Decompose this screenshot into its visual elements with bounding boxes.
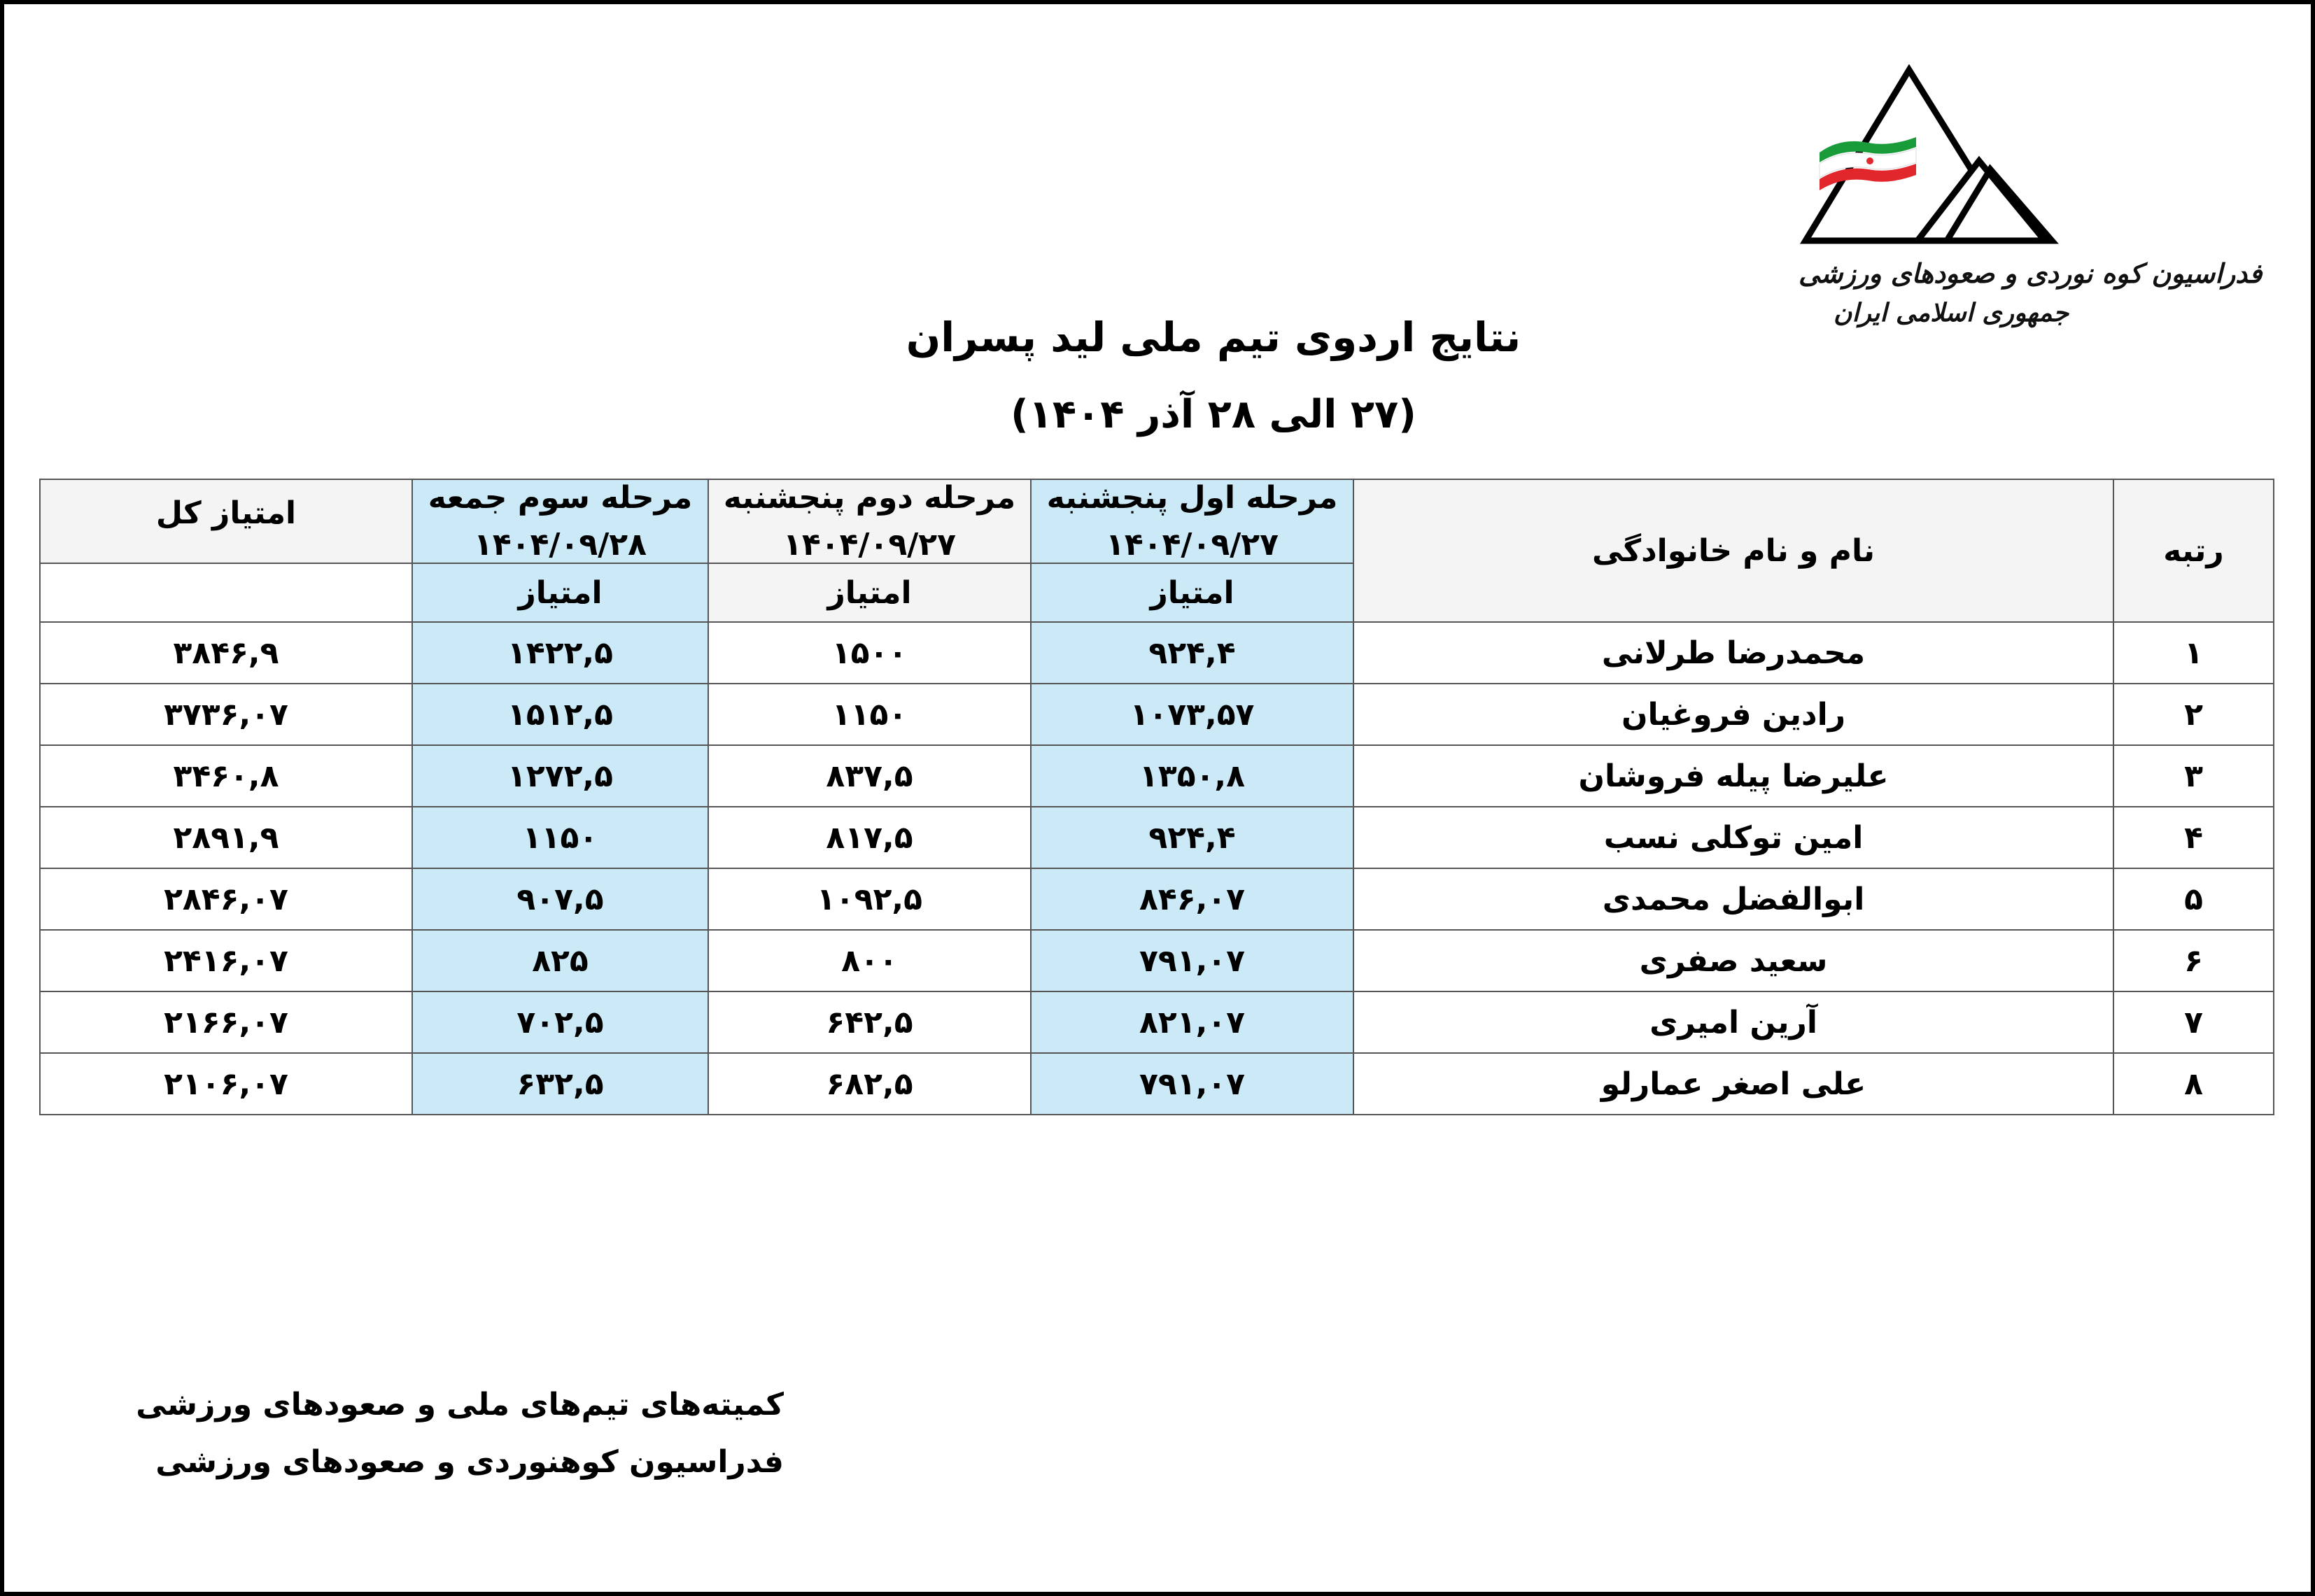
name-cell: رادین فروغیان [1353,684,2113,745]
mountain-flag-logo-icon [1792,64,2071,260]
header-stage3-label: مرحله سوم جمعه [428,480,693,516]
stage1-score-cell: ۹۲۴,۴ [1031,622,1353,684]
header-name: نام و نام خانوادگی [1353,479,2113,622]
table-row [40,1053,2274,1115]
stage2-score-cell: ۶۸۲,۵ [708,1053,1031,1115]
total-score-cell: ۲۴۱۶,۰۷ [40,930,412,991]
stage1-score-cell: ۷۹۱,۰۷ [1031,1053,1353,1115]
results-table [39,479,2274,1115]
footer-committee: کمیته‌های تیم‌های ملی و صعودهای ورزشی [136,1387,784,1422]
header-stage2-score: امتیاز [708,563,1031,622]
header-stage3-date: ۱۴۰۴/۰۹/۲۸ [474,527,647,563]
stage3-score-cell: ۱۴۲۲,۵ [412,622,708,684]
total-score-cell: ۳۸۴۶,۹ [40,622,412,684]
rank-cell: ۷ [2113,991,2274,1053]
total-score-cell: ۲۸۴۶,۰۷ [40,868,412,930]
stage2-score-cell: ۱۵۰۰ [708,622,1031,684]
page-title: نتایج اردوی تیم ملی لید پسران [906,313,1521,361]
total-score-cell: ۲۱۶۶,۰۷ [40,991,412,1053]
header-stage2 [708,479,1031,563]
logo-federation-name: فدراسیون کوه نوردی و صعودهای ورزشی [1799,257,2263,289]
stage2-score-cell: ۱۱۵۰ [708,684,1031,745]
header-stage1 [1031,479,1353,563]
table-row [40,622,2274,684]
header-stage1-label: مرحله اول پنجشنبه [1046,480,1338,516]
header-stage3 [412,479,708,563]
name-cell: آرین امیری [1353,991,2113,1053]
rank-cell: ۴ [2113,807,2274,868]
total-score-cell: ۳۴۶۰,۸ [40,745,412,807]
stage3-score-cell: ۹۰۷,۵ [412,868,708,930]
stage3-score-cell: ۷۰۲,۵ [412,991,708,1053]
table-row [40,930,2274,991]
stage2-score-cell: ۸۱۷,۵ [708,807,1031,868]
stage3-score-cell: ۸۲۵ [412,930,708,991]
header-total-blank [40,563,412,622]
rank-cell: ۸ [2113,1053,2274,1115]
logo-country-name: جمهوری اسلامی ایران [1834,298,2069,327]
rank-cell: ۵ [2113,868,2274,930]
federation-logo [1792,64,2263,344]
name-cell: سعید صفری [1353,930,2113,991]
name-cell: علی اصغر عمارلو [1353,1053,2113,1115]
stage2-score-cell: ۸۰۰ [708,930,1031,991]
header-stage1-score: امتیاز [1031,563,1353,622]
stage2-score-cell: ۸۳۷,۵ [708,745,1031,807]
footer-federation: فدراسیون کوهنوردی و صعودهای ورزشی [155,1444,784,1480]
name-cell: محمدرضا طرلانی [1353,622,2113,684]
header-stage1-date: ۱۴۰۴/۰۹/۲۷ [1106,527,1279,563]
stage3-score-cell: ۱۲۷۲,۵ [412,745,708,807]
page-subtitle: (۲۷ الی ۲۸ آذر ۱۴۰۴) [1011,392,1416,437]
header-total: امتیاز کل [40,479,412,563]
rank-cell: ۶ [2113,930,2274,991]
name-cell: علیرضا پیله فروشان [1353,745,2113,807]
rank-cell: ۲ [2113,684,2274,745]
name-cell: ابوالفضل محمدی [1353,868,2113,930]
stage1-score-cell: ۱۳۵۰,۸ [1031,745,1353,807]
table-row [40,991,2274,1053]
table-row [40,684,2274,745]
stage1-score-cell: ۸۴۶,۰۷ [1031,868,1353,930]
stage3-score-cell: ۱۵۱۲,۵ [412,684,708,745]
stage1-score-cell: ۹۲۴,۴ [1031,807,1353,868]
header-stage3-score: امتیاز [412,563,708,622]
rank-cell: ۳ [2113,745,2274,807]
stage2-score-cell: ۶۴۲,۵ [708,991,1031,1053]
rank-cell: ۱ [2113,622,2274,684]
table-row [40,868,2274,930]
total-score-cell: ۳۷۳۶,۰۷ [40,684,412,745]
stage3-score-cell: ۶۳۲,۵ [412,1053,708,1115]
table-row [40,807,2274,868]
header-stage2-label: مرحله دوم پنجشنبه [723,480,1016,516]
stage1-score-cell: ۷۹۱,۰۷ [1031,930,1353,991]
stage1-score-cell: ۱۰۷۳,۵۷ [1031,684,1353,745]
header-rank: رتبه [2113,479,2274,622]
name-cell: امین توکلی نسب [1353,807,2113,868]
stage2-score-cell: ۱۰۹۲,۵ [708,868,1031,930]
header-stage2-date: ۱۴۰۴/۰۹/۲۷ [783,527,956,563]
total-score-cell: ۲۱۰۶,۰۷ [40,1053,412,1115]
stage3-score-cell: ۱۱۵۰ [412,807,708,868]
table-row [40,745,2274,807]
total-score-cell: ۲۸۹۱,۹ [40,807,412,868]
stage1-score-cell: ۸۲۱,۰۷ [1031,991,1353,1053]
